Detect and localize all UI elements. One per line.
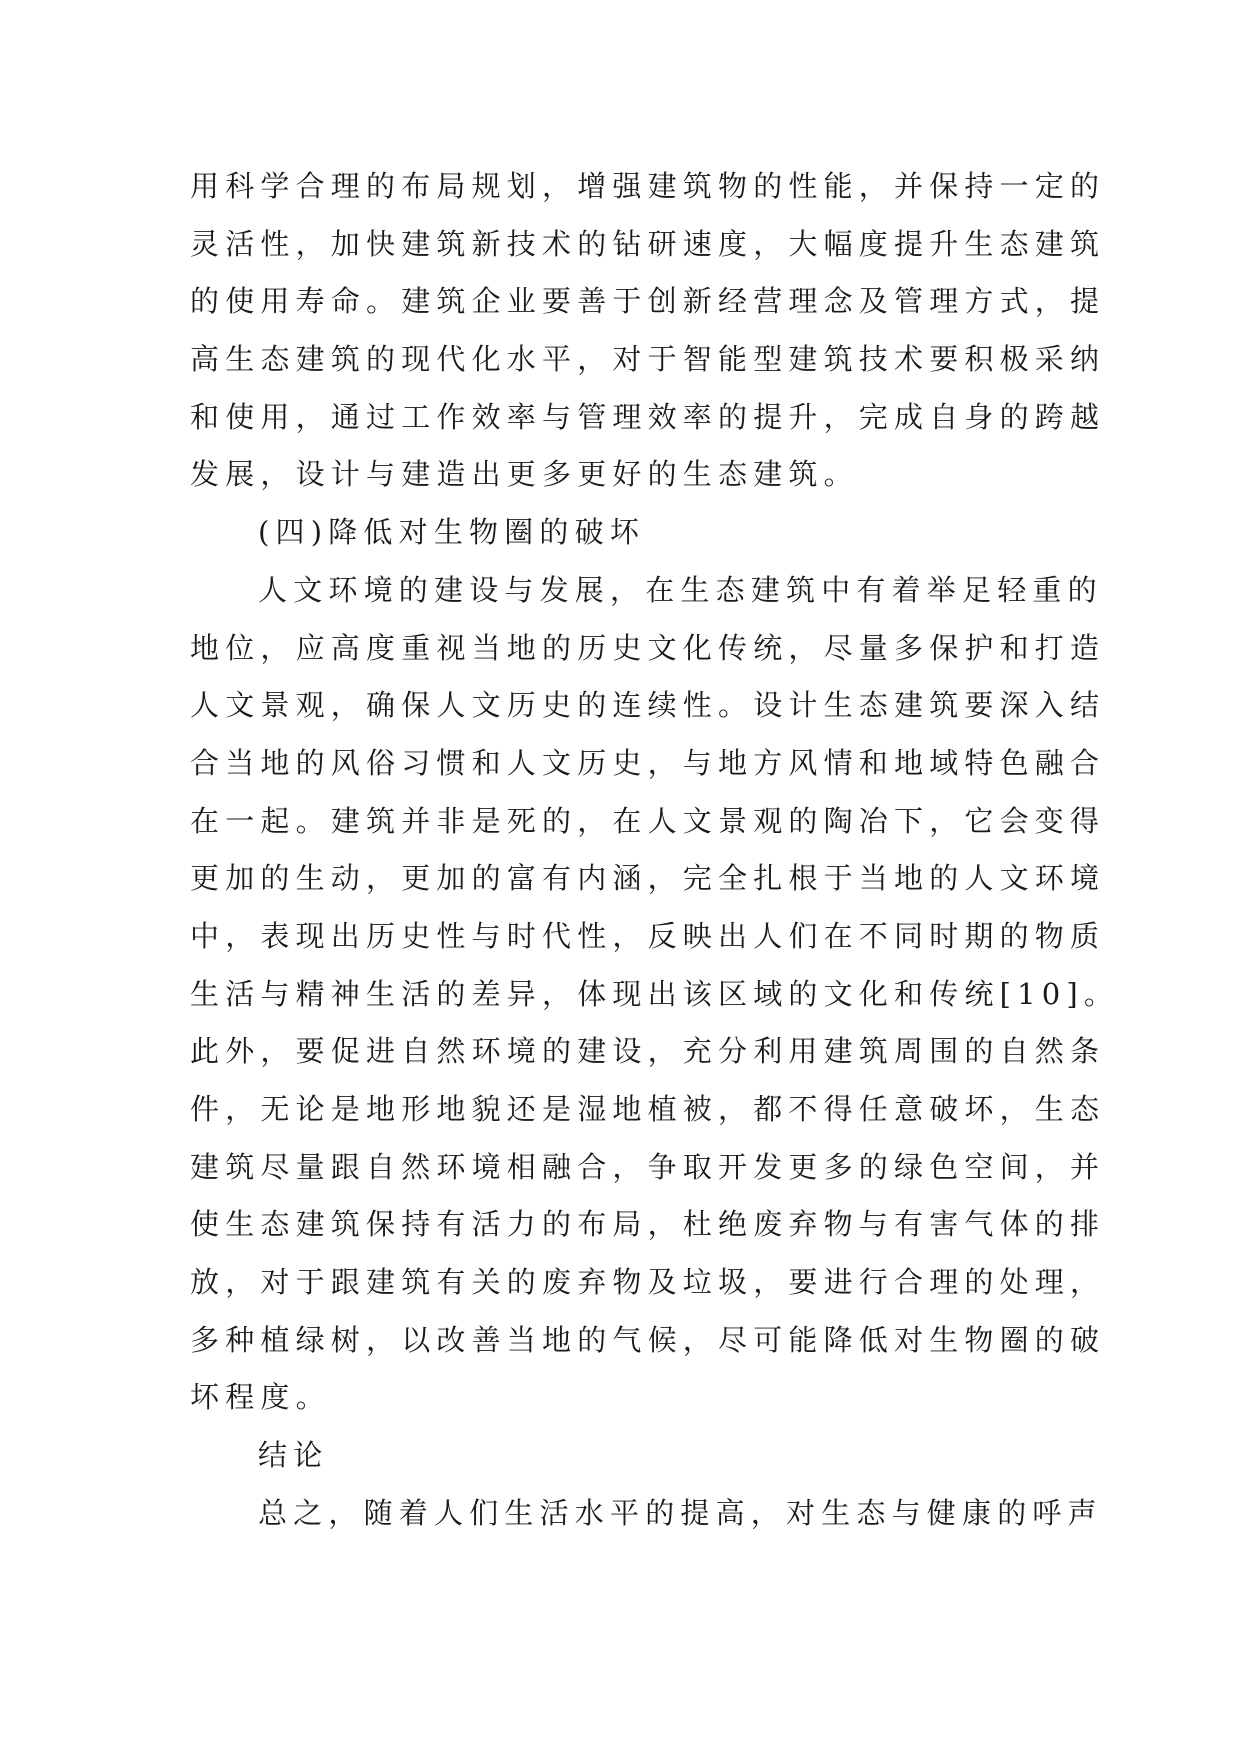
- conclusion-heading: 结论: [258, 1438, 329, 1473]
- body-text: [190, 158, 1120, 1543]
- text-line: 生活与精神生活的差异，体现出该区域的文化和传统[10]。: [190, 976, 1120, 1011]
- text-line: 和使用，通过工作效率与管理效率的提升，完成自身的跨越: [190, 399, 1106, 434]
- text-line: 建筑尽量跟自然环境相融合，争取开发更多的绿色空间，并: [190, 1149, 1106, 1184]
- text-line: 件，无论是地形地貌还是湿地植被，都不得任意破坏，生态: [190, 1092, 1106, 1126]
- text-line: 此外，要促进自然环境的建设，充分利用建筑周围的自然条: [190, 1034, 1106, 1069]
- text-line: 人文景观，确保人文历史的连续性。设计生态建筑要深入结: [190, 688, 1106, 723]
- text-line: 中，表现出历史性与时代性，反映出人们在不同时期的物质: [190, 918, 1106, 953]
- paragraph-first-line: 人文环境的建设与发展，在生态建筑中有着举足轻重的: [258, 572, 1103, 607]
- text-line: 高生态建筑的现代化水平，对于智能型建筑技术要积极采纳: [190, 342, 1106, 377]
- text-line: 多种植绿树，以改善当地的气候，尽可能降低对生物圈的破: [190, 1322, 1106, 1357]
- text-line: 坏程度。: [190, 1380, 331, 1415]
- text-line: 合当地的风俗习惯和人文历史，与地方风情和地域特色融合: [190, 745, 1106, 780]
- text-line: 地位，应高度重视当地的历史文化传统，尽量多保护和打造: [190, 630, 1106, 665]
- text-line: 放，对于跟建筑有关的废弃物及垃圾，要进行合理的处理，: [190, 1265, 1106, 1300]
- text-line: 更加的生动，更加的富有内涵，完全扎根于当地的人文环境: [190, 861, 1106, 896]
- text-line: 的使用寿命。建筑企业要善于创新经营理念及管理方式，提: [190, 284, 1106, 319]
- text-line: 用科学合理的布局规划，增强建筑物的性能，并保持一定的: [190, 169, 1106, 203]
- paragraph-first-line: 总之，随着人们生活水平的提高，对生态与健康的呼声: [258, 1495, 1103, 1530]
- text-line: 在一起。建筑并非是死的，在人文景观的陶冶下，它会变得: [190, 803, 1106, 838]
- text-line: 使生态建筑保持有活力的布局，杜绝废弃物与有害气体的排: [190, 1207, 1106, 1242]
- text-line: 发展，设计与建造出更多更好的生态建筑。: [190, 457, 859, 492]
- text-line: 灵活性，加快建筑新技术的钻研速度，大幅度提升生态建筑: [190, 226, 1106, 261]
- section-heading: (四)降低对生物圈的破坏: [258, 515, 646, 550]
